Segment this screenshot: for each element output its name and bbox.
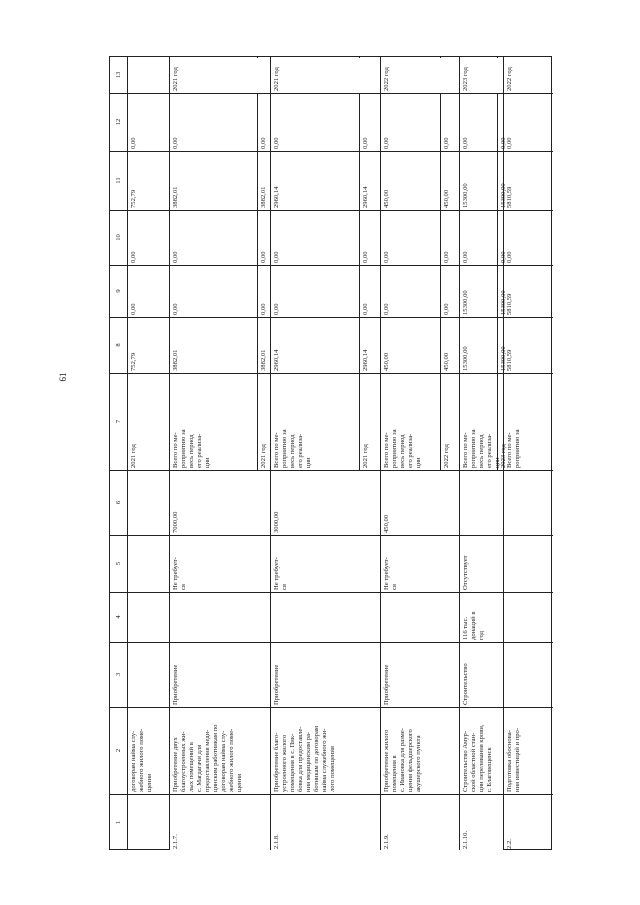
row-2-1-9--col-3-text: Приобретение bbox=[383, 664, 390, 705]
row-2-1-8--col-4 bbox=[270, 592, 380, 642]
row-total-label bbox=[169, 373, 257, 470]
row-year-value-10-text: 0,00 bbox=[362, 251, 369, 263]
last-row-col-13 bbox=[503, 57, 553, 93]
cont-value-8 bbox=[127, 317, 169, 373]
row-2-1-10--col-1-text: 2.1.10. bbox=[462, 830, 469, 849]
header-col-8-text: 8 bbox=[114, 343, 122, 347]
row-2-1-10--col-13-text: 2023 год bbox=[462, 67, 469, 91]
row-year-value-8-text: 450,00 bbox=[443, 352, 450, 371]
row-year-label-text: 2022 год bbox=[443, 444, 450, 468]
row-2-1-8--col-5-text: Не требует- ся bbox=[273, 557, 288, 590]
last-row-value-11 bbox=[503, 151, 553, 210]
row-total-value-9-text: 0,00 bbox=[273, 303, 280, 315]
row-total-value-10-text: 0,00 bbox=[172, 251, 179, 263]
header-col-12 bbox=[110, 93, 127, 151]
row-2-1-9--col-2 bbox=[380, 707, 459, 794]
row-2-1-8--col-3-text: Приобретение bbox=[273, 664, 280, 705]
row-2-1-7--col-13-text: 2021 год bbox=[172, 67, 179, 91]
row-year-label-text: 2021 год bbox=[260, 444, 267, 468]
row-2-1-9--col-1 bbox=[380, 794, 459, 851]
row-year-label bbox=[257, 373, 270, 470]
cont-value-11 bbox=[127, 151, 169, 210]
row-year-value-12-text: 0,00 bbox=[260, 137, 267, 149]
row-year-value-12 bbox=[440, 93, 459, 151]
header-col-10-text: 10 bbox=[114, 234, 122, 241]
row-year-value-8-text: 3882,01 bbox=[260, 349, 267, 371]
row-year-value-9 bbox=[440, 265, 459, 317]
row-2-1-8--col-5 bbox=[270, 535, 380, 592]
last-row-value-12-text: 0,00 bbox=[506, 137, 513, 149]
row-2-1-8--col-1 bbox=[270, 794, 380, 851]
row-year-value-9 bbox=[257, 265, 270, 317]
row-total-value-9-text: 0,00 bbox=[383, 303, 390, 315]
row-total-value-10 bbox=[380, 210, 440, 265]
row-2-1-9--col-5-text: Не требует- ся bbox=[383, 557, 398, 590]
row-year-value-12 bbox=[359, 93, 380, 151]
row-year-value-8 bbox=[440, 317, 459, 373]
last-row-col-7-text: Всего по ме- роприятию за bbox=[506, 429, 521, 468]
row-2-1-7--col-2-text: Приобретение двух благоустроенных жи- лых помещений в с. Магдагачи для предоставления меди- цинским работникам по договорам найма слу- жебного жилого поме- щения bbox=[172, 724, 243, 792]
row-2-1-7--col-3-text: Приобретение bbox=[172, 664, 179, 705]
row-total-value-11 bbox=[270, 151, 359, 210]
row-total-value-8-text: 450,00 bbox=[383, 352, 390, 371]
last-row-col-2-text: Подготовка обоснова- ния инвестиций и про- bbox=[506, 727, 521, 792]
row-year-value-11-text: 2960,14 bbox=[362, 186, 369, 208]
header-col-6-text: 6 bbox=[114, 500, 122, 505]
header-col-10 bbox=[110, 210, 127, 265]
row-2-1-9--col-1-text: 2.1.9. bbox=[383, 834, 390, 849]
row-total-value-11-text: 450,00 bbox=[383, 189, 390, 208]
header-col-7-text: 7 bbox=[114, 419, 122, 424]
last-row-value-10 bbox=[503, 210, 553, 265]
row-total-value-12 bbox=[169, 93, 257, 151]
row-2-1-9--col-13-text: 2022 год bbox=[383, 67, 390, 91]
row-2-1-8--col-1-text: 2.1.8. bbox=[273, 834, 280, 849]
row-year-value-8 bbox=[359, 317, 380, 373]
row-2-1-10--col-6 bbox=[459, 470, 503, 535]
row-year-value-11-text: 3882,01 bbox=[260, 186, 267, 208]
row-year-value-12 bbox=[257, 93, 270, 151]
row-2-1-10--col-3-text: Строительство bbox=[462, 663, 469, 705]
row-2-1-7--col-1 bbox=[169, 794, 270, 851]
last-row-value-12 bbox=[503, 93, 553, 151]
row-total-value-11-text: 15300,00 bbox=[462, 183, 469, 208]
row-year-value-12-text: 0,00 bbox=[443, 137, 450, 149]
last-row-value-9 bbox=[503, 265, 553, 317]
row-total-value-9-text: 15300,00 bbox=[462, 290, 469, 315]
row-year-value-10 bbox=[257, 210, 270, 265]
row-total-label bbox=[270, 373, 359, 470]
row-2-1-10--col-5-text: Отсутствует bbox=[462, 555, 469, 590]
row-2-1-8--col-6 bbox=[270, 470, 380, 535]
row-total-value-11 bbox=[169, 151, 257, 210]
cont-value-12 bbox=[127, 93, 169, 151]
header-col-2 bbox=[110, 707, 127, 794]
row-year-value-11 bbox=[257, 151, 270, 210]
cont-name bbox=[127, 707, 169, 794]
last-row-value-10-text: 0,00 bbox=[506, 251, 513, 263]
row-2-1-8--col-3 bbox=[270, 642, 380, 707]
cont-year bbox=[127, 373, 169, 470]
row-2-1-8--col-13 bbox=[270, 57, 380, 93]
row-2-1-9--col-6-text: 450,00 bbox=[383, 514, 390, 533]
row-total-value-10-text: 0,00 bbox=[462, 251, 469, 263]
row-2-1-10--col-2-text: Строительство Амур- ской областной стан- ции переливания крови, г. Благовещенск bbox=[462, 724, 493, 792]
row-total-label-text: Всего по ме- роприятию за весь период его реализа- ции bbox=[273, 429, 312, 468]
row-2-1-7--col-5 bbox=[169, 535, 270, 592]
row-year-value-8-text: 15300,00 bbox=[500, 346, 507, 371]
row-2-1-7--col-13 bbox=[169, 57, 270, 93]
row-2-1-10--col-5 bbox=[459, 535, 503, 592]
header-col-3-text: 3 bbox=[114, 672, 122, 677]
row-total-value-10 bbox=[270, 210, 359, 265]
row-total-value-10 bbox=[459, 210, 497, 265]
row-2-1-10--col-2 bbox=[459, 707, 503, 794]
header-col-9 bbox=[110, 265, 127, 317]
row-total-value-9-text: 0,00 bbox=[172, 303, 179, 315]
last-row-col-1 bbox=[503, 794, 553, 851]
row-year-label bbox=[440, 373, 459, 470]
header-col-9-text: 9 bbox=[114, 289, 122, 293]
header-col-3 bbox=[110, 642, 127, 707]
row-year-label-text: 2021 год bbox=[362, 444, 369, 468]
row-year-value-8-text: 2960,14 bbox=[362, 349, 369, 371]
row-total-value-12 bbox=[270, 93, 359, 151]
last-row-value-8 bbox=[503, 317, 553, 373]
row-total-value-12-text: 0,00 bbox=[462, 137, 469, 149]
row-total-value-10-text: 0,00 bbox=[383, 251, 390, 263]
row-2-1-10--col-4 bbox=[459, 592, 503, 642]
last-row-col-7 bbox=[503, 373, 553, 470]
row-year-value-10-text: 0,00 bbox=[500, 251, 507, 263]
row-2-1-8--col-13-text: 2021 год bbox=[273, 67, 280, 91]
row-total-value-8 bbox=[459, 317, 497, 373]
header-col-5-text: 5 bbox=[114, 561, 122, 566]
row-total-value-11 bbox=[380, 151, 440, 210]
row-year-value-9 bbox=[359, 265, 380, 317]
header-col-4-text: 4 bbox=[114, 615, 122, 619]
last-row-value-8-text: 5810,59 bbox=[506, 349, 513, 371]
row-year-value-12-text: 0,00 bbox=[500, 137, 507, 149]
header-col-12-text: 12 bbox=[114, 118, 122, 126]
row-year-label-text: 2023 год bbox=[500, 444, 507, 468]
cont-value-12-text: 0,00 bbox=[130, 137, 137, 149]
row-total-value-8-text: 2960,14 bbox=[273, 349, 280, 371]
investment-table bbox=[109, 56, 552, 850]
row-total-value-10-text: 0,00 bbox=[273, 251, 280, 263]
row-year-value-11-text: 450,00 bbox=[443, 189, 450, 208]
row-total-value-9 bbox=[380, 265, 440, 317]
row-total-value-9 bbox=[270, 265, 359, 317]
row-total-label-text: Всего по ме- роприятию за весь период его реализа- ции bbox=[383, 429, 422, 468]
row-2-1-10--col-3 bbox=[459, 642, 503, 707]
row-2-1-9--col-6 bbox=[380, 470, 459, 535]
row-year-value-9-text: 0,00 bbox=[443, 303, 450, 315]
cont-value-8-text: 752,79 bbox=[130, 352, 137, 371]
header-col-1-text: 1 bbox=[114, 820, 122, 825]
header-col-7 bbox=[110, 373, 127, 470]
cont-name-text: договорам найма слу- жебного жилого поме- щения bbox=[130, 728, 153, 792]
header-col-1 bbox=[110, 794, 127, 851]
row-year-value-10-text: 0,00 bbox=[260, 251, 267, 263]
last-row-col-1-text: 2.2. bbox=[506, 839, 513, 849]
row-total-value-9 bbox=[169, 265, 257, 317]
row-2-1-7--col-5-text: Не требует- ся bbox=[172, 557, 187, 590]
row-total-value-12-text: 0,00 bbox=[273, 137, 280, 149]
row-total-label-text: Всего по ме- роприятию за весь период его реализа- ции bbox=[462, 429, 501, 468]
header-col-13-text: 13 bbox=[114, 71, 122, 79]
row-2-1-7--col-6-text: 7000,00 bbox=[172, 511, 179, 533]
row-total-value-11 bbox=[459, 151, 497, 210]
row-2-1-9--col-2-text: Приобретение жилого помещения в с. Ивановка для разме- щения фельдшерского акушерского пункта bbox=[383, 728, 422, 792]
cont-value-10 bbox=[127, 210, 169, 265]
row-2-1-7--col-1-text: 2.1.7. bbox=[172, 834, 179, 849]
row-2-1-8--col-6-text: 3000,00 bbox=[273, 511, 280, 533]
row-total-value-12-text: 0,00 bbox=[172, 137, 179, 149]
row-year-value-10-text: 0,00 bbox=[443, 251, 450, 263]
last-row-value-9-text: 5810,59 bbox=[506, 293, 513, 315]
row-year-value-10 bbox=[359, 210, 380, 265]
row-total-value-8-text: 15300,00 bbox=[462, 346, 469, 371]
row-2-1-10--col-4-text: 116 тыс. донаций в год bbox=[462, 611, 485, 640]
row-2-1-9--col-3 bbox=[380, 642, 459, 707]
header-col-4 bbox=[110, 592, 127, 642]
row-year-value-11-text: 15300,00 bbox=[500, 183, 507, 208]
row-year-value-8 bbox=[257, 317, 270, 373]
row-2-1-9--col-5 bbox=[380, 535, 459, 592]
row-year-label bbox=[359, 373, 380, 470]
cont-year-text: 2021 год bbox=[130, 444, 137, 468]
row-2-1-7--col-3 bbox=[169, 642, 270, 707]
row-2-1-7--col-2 bbox=[169, 707, 270, 794]
row-total-value-9 bbox=[459, 265, 497, 317]
row-2-1-9--col-4 bbox=[380, 592, 459, 642]
row-total-value-8 bbox=[270, 317, 359, 373]
row-2-1-7--col-6 bbox=[169, 470, 270, 535]
header-col-13 bbox=[110, 57, 127, 93]
row-2-1-10--col-1 bbox=[459, 794, 503, 851]
row-total-value-10 bbox=[169, 210, 257, 265]
row-total-value-12 bbox=[459, 93, 497, 151]
row-total-label bbox=[459, 373, 501, 470]
row-year-value-10 bbox=[440, 210, 459, 265]
row-total-value-12-text: 0,00 bbox=[383, 137, 390, 149]
header-col-8 bbox=[110, 317, 127, 373]
row-year-value-9-text: 15300,00 bbox=[500, 290, 507, 315]
row-2-1-9--col-13 bbox=[380, 57, 459, 93]
row-2-1-8--col-2-text: Приобретение благо- устроенного жилого помещения в с. Пик- бовка для предоставле- ния медицинским ра- ботникам по договорам найма служебного жи- лого помещения bbox=[273, 725, 336, 792]
cont-value-10-text: 0,00 bbox=[130, 251, 137, 263]
row-year-value-11 bbox=[359, 151, 380, 210]
row-total-label-text: Всего по ме- роприятию за весь период его реализа- ции bbox=[172, 429, 211, 468]
row-total-label bbox=[380, 373, 440, 470]
row-total-value-8-text: 3882,01 bbox=[172, 349, 179, 371]
last-row-col-13-text: 2022 год bbox=[506, 67, 513, 91]
cont-value-9-text: 0,00 bbox=[130, 303, 137, 315]
header-col-11-text: 11 bbox=[114, 177, 122, 184]
last-row-value-11-text: 5810,59 bbox=[506, 186, 513, 208]
row-total-value-12 bbox=[380, 93, 440, 151]
row-2-1-8--col-2 bbox=[270, 707, 380, 794]
row-year-value-9-text: 0,00 bbox=[260, 303, 267, 315]
row-year-value-12-text: 0,00 bbox=[362, 137, 369, 149]
row-2-1-10--col-13 bbox=[459, 57, 503, 93]
row-year-value-11 bbox=[440, 151, 459, 210]
header-col-6 bbox=[110, 470, 127, 535]
cont-value-11-text: 752,79 bbox=[130, 189, 137, 208]
cont-value-9 bbox=[127, 265, 169, 317]
row-2-1-7--col-4 bbox=[169, 592, 270, 642]
row-total-value-11-text: 3882,01 bbox=[172, 186, 179, 208]
last-row-col-2 bbox=[503, 707, 553, 794]
row-total-value-8 bbox=[380, 317, 440, 373]
row-total-value-11-text: 2960,14 bbox=[273, 186, 280, 208]
row-year-value-9-text: 0,00 bbox=[362, 303, 369, 315]
row-total-value-8 bbox=[169, 317, 257, 373]
page-number: 61 bbox=[58, 372, 68, 382]
header-col-5 bbox=[110, 535, 127, 592]
header-col-11 bbox=[110, 151, 127, 210]
header-col-2-text: 2 bbox=[114, 748, 122, 753]
